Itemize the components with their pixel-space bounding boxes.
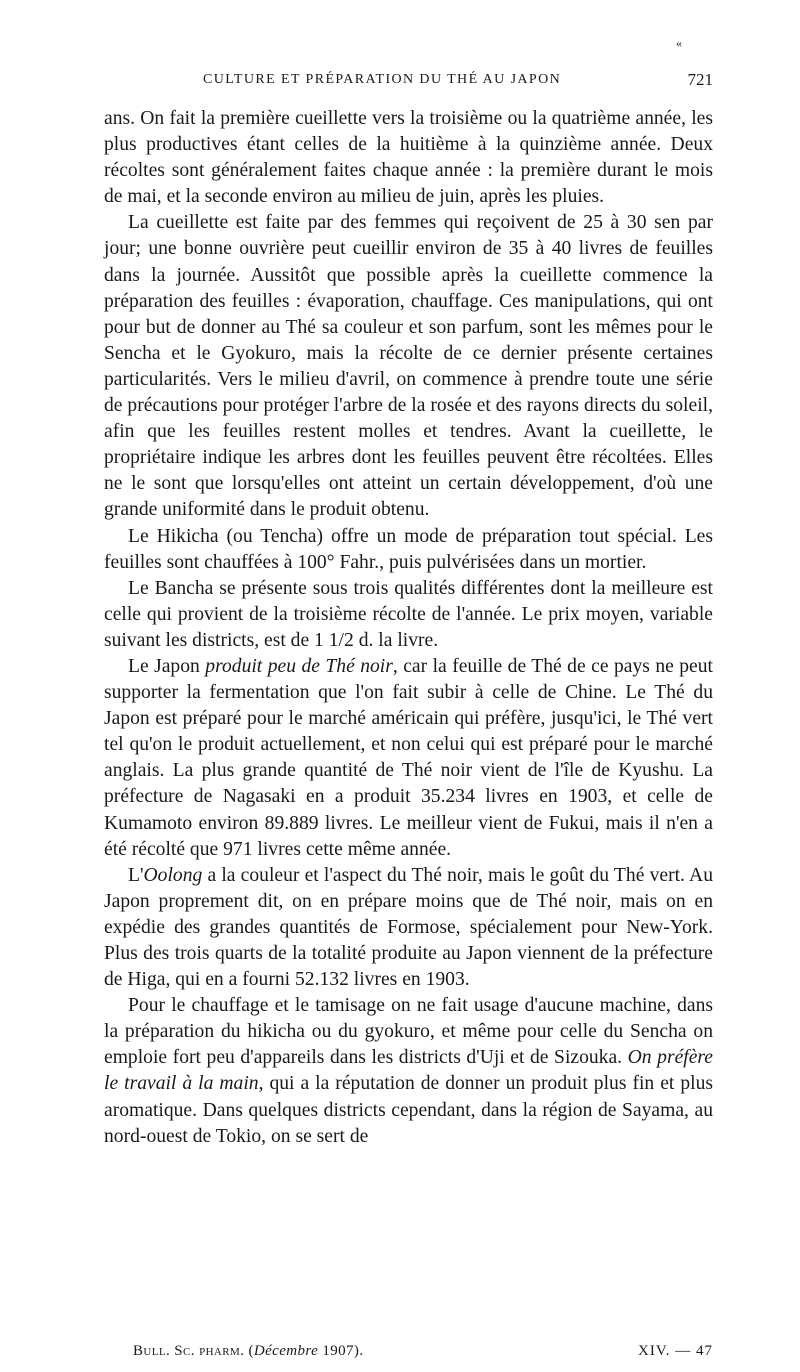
- italic-text: On préfère le travail à la main: [104, 1047, 713, 1095]
- journal-citation: [133, 1343, 363, 1360]
- paragraph-text: Le Bancha se présente sous trois qualités différentes dont la meilleure est celle qui provient de la troisième récolte de l'année. Le prix moyen, variable suivant les districts, est de 1 1/2 d. la livre.: [104, 577, 713, 651]
- paragraph-text: L': [128, 864, 144, 886]
- running-title: CULTURE ET PRÉPARATION DU THÉ AU JAPON: [203, 72, 562, 87]
- page-footer: [133, 1343, 713, 1365]
- page-header: [103, 70, 713, 96]
- paragraph-text: , car la feuille de Thé de ce pays ne peut supporter la fermentation que l'on fait subir à celle de Chine. Le Thé du Japon est préparé pour le marché américain qui préfère, jusqu'ici, le Thé vert tel qu'on le produit actuellement, et non celui qui est préparé pour le marché anglais. La plus grande quantité de Thé noir vient de l'île de Kyushu. La préfecture de Nagasaki en a produit 35.234 livres en 1903, et celle de Kumamoto environ 89.889 livres. Le meilleur vient de Fukui, mais il n'en a été récolté que 971 livres cette même année.: [104, 655, 713, 860]
- page-number: 721: [687, 70, 713, 89]
- paragraph: [104, 863, 713, 993]
- sheet-mark: XIV. — 47: [638, 1343, 713, 1359]
- body-text: [104, 106, 713, 1150]
- paragraph: [104, 993, 713, 1150]
- journal-suffix: 1907).: [318, 1343, 364, 1359]
- paragraph: [104, 576, 713, 654]
- journal-prefix: Bull. Sc. pharm. (: [133, 1343, 254, 1359]
- paragraph-text: Le Hikicha (ou Tencha) offre un mode de préparation tout spécial. Les feuilles sont chauffées à 100° Fahr., puis pulvérisées dans un mortier.: [104, 525, 713, 573]
- paragraph-text: La cueillette est faite par des femmes qui reçoivent de 25 à 30 sen par jour; une bonne ouvrière peut cueillir environ de 35 à 40 livres de feuilles dans la journée. Aussitôt que possible après la cueillette commence la préparation des feuilles : évaporation, chauffage. Ces manipulations, qui ont pour but de donner au Thé sa couleur et son parfum, sont les mêmes pour le Sencha et le Gyokuro, mais la récolte de ce dernier présente certaines particularités. Vers le milieu d'avril, on commence à prendre toute une série de précautions pour protéger l'arbre de la rosée et des rayons directs du soleil, afin que les feuilles restent molles et tendres. Avant la cueillette, le propriétaire indique les arbres dont les feuilles peuvent être récoltées. Elles ne le sont que lorsqu'elles ont atteint un certain développement, d'où une grande uniformité dans le produit obtenu.: [104, 212, 713, 521]
- paragraph: [104, 654, 713, 863]
- paragraph: [104, 524, 713, 576]
- paragraph-text: a la couleur et l'aspect du Thé noir, mais le goût du Thé vert. Au Japon proprement dit, on en prépare moins que de Thé noir, mais on en expédie des grandes quantités de Formose, spécialement pour New-York. Plus des trois quarts de la totalité produite au Japon viennent de la préfecture de Higa, qui en a fourni 52.132 livres en 1903.: [104, 864, 713, 991]
- corner-mark: «: [676, 36, 682, 50]
- paragraph: [104, 210, 713, 523]
- paragraph-text: Le Japon: [128, 655, 206, 677]
- paragraph-text: Pour le chauffage et le tamisage on ne fait usage d'aucune machine, dans la préparation du hikicha ou du gyokuro, et même pour celle du Sencha on emploie fort peu d'appareils dans les districts d'Uji et de Sizouka.: [104, 995, 713, 1069]
- italic-text: produit peu de Thé noir: [205, 655, 393, 677]
- journal-date: Décembre: [253, 1343, 319, 1359]
- paragraph: [104, 106, 713, 210]
- paragraph-text: ans. On fait la première cueillette vers la troisième ou la quatrième année, les plus productives étant celles de la huitième à la quinzième année. Deux récoltes sont généralement faites chaque année : la première durant le mois de mai, et la seconde environ au milieu de juin, après les pluies.: [104, 108, 713, 208]
- italic-text: Oolong: [143, 864, 203, 886]
- paragraph-text: , qui a la réputation de donner un produit plus fin et plus aromatique. Dans quelques districts cependant, dans la région de Sayama, au nord-ouest de Tokio, on se sert de: [104, 1073, 713, 1147]
